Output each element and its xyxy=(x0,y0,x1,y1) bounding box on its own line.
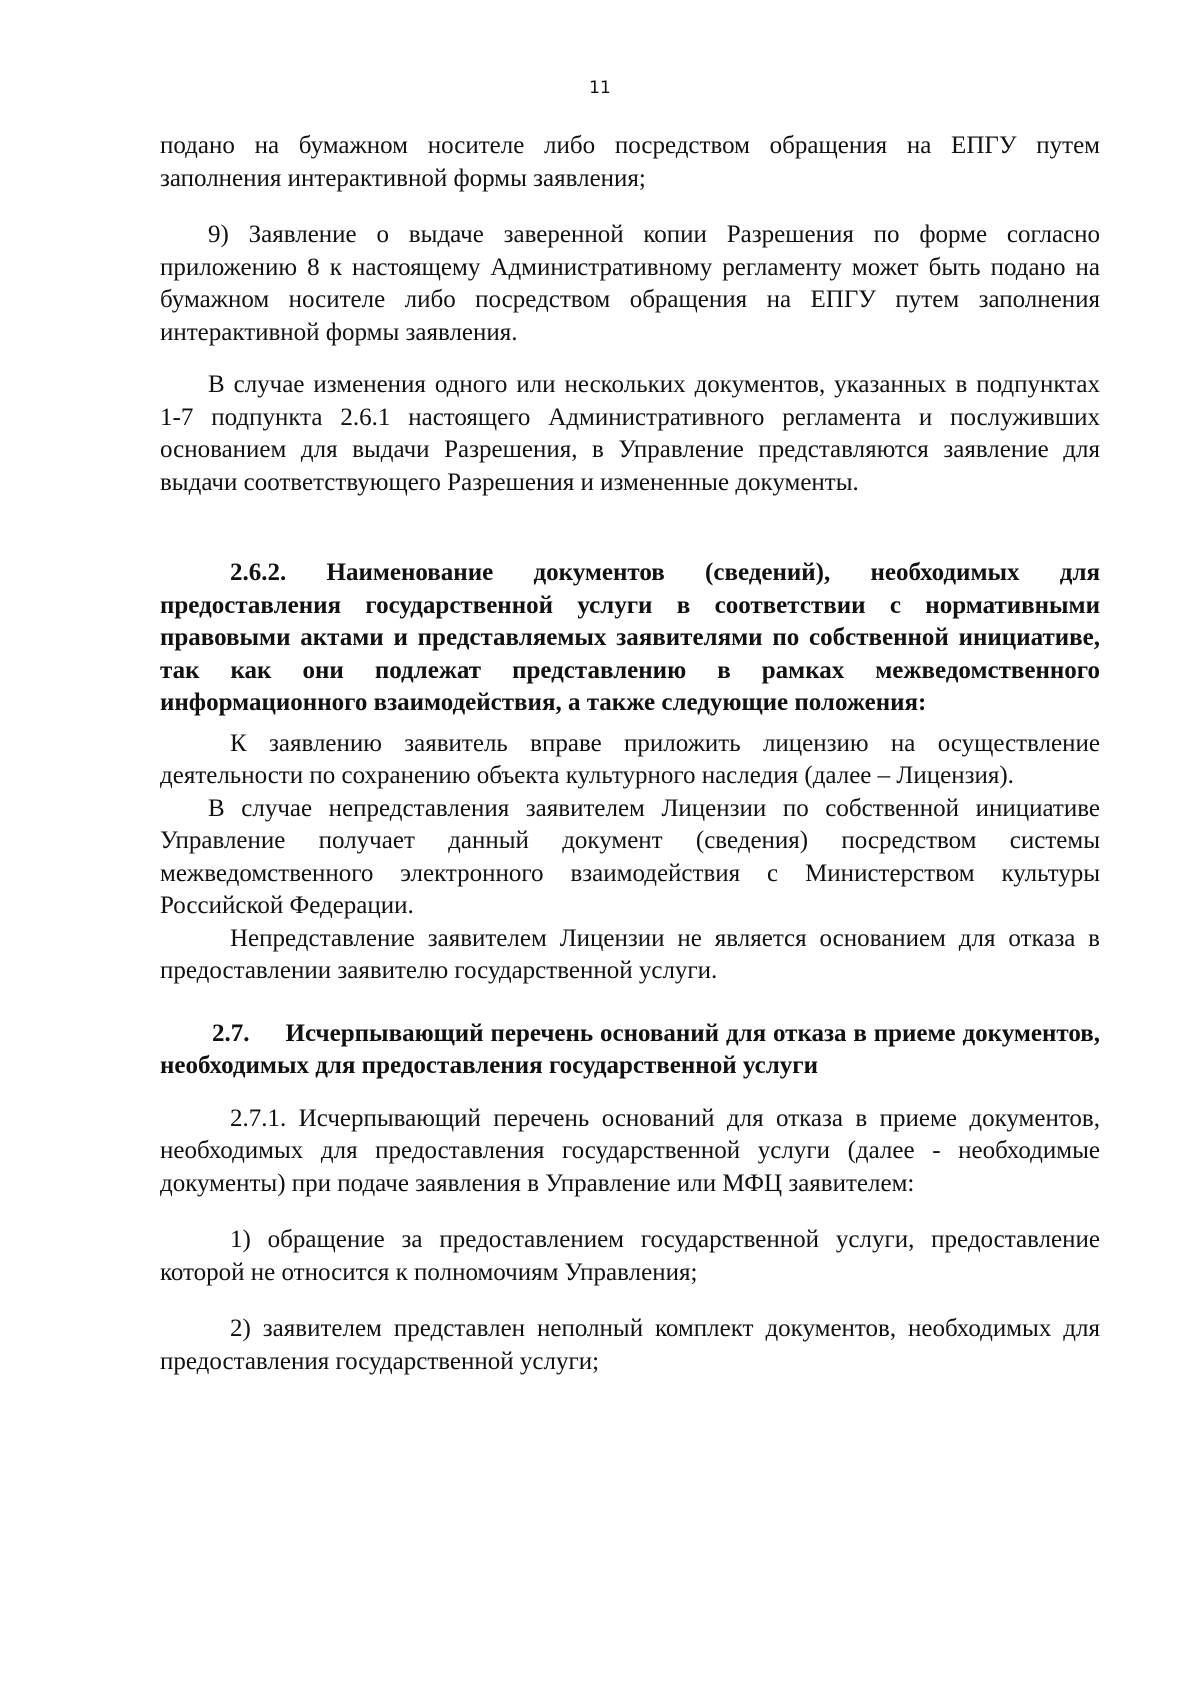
section-number-2-7: 2.7. xyxy=(212,1019,250,1047)
paragraph-item-9: 9) Заявление о выдаче заверенной копии Разрешения по форме согласно приложению 8 к настоящему Административному регламенту может быть подано на бумажном носителе либо посредством обращения на ЕПГУ путем заполнения интерактивной формы заявления. xyxy=(160,221,1100,346)
paragraph-license-not-grounds: Непредставление заявителем Лицензии не является основанием для отказа в предоставлении заявителю государственной услуги. xyxy=(160,924,1100,984)
page-content xyxy=(160,130,1100,1378)
paragraph-license-request: В случае непредставления заявителем Лицензии по собственной инициативе Управление получает данный документ (сведения) посредством системы межведомственного электронного взаимодействия с Министерством культуры Российской Федерации. xyxy=(160,794,1100,919)
list-item-1: 1) обращение за предоставлением государственной услуги, предоставление которой не относится к полномочиям Управления; xyxy=(160,1226,1100,1286)
paragraph-document-changes: В случае изменения одного или нескольких документов, указанных в подпунктах 1-7 подпункта 2.6.1 настоящего Административного регламента и послуживших основанием для выдачи Разрешения, в Управление представляются заявление для выдачи соответствующего Разрешения и измененные документы. xyxy=(160,371,1100,496)
list-item-2: 2) заявителем представлен неполный комплект документов, необходимых для предоставления государственной услуги; xyxy=(160,1315,1100,1375)
page-number: 11 xyxy=(589,78,611,98)
paragraph-2-7-1: 2.7.1. Исчерпывающий перечень оснований для отказа в приеме документов, необходимых для предоставления государственной услуги (далее - необходимые документы) при подаче заявления в Управление или МФЦ заявителем: xyxy=(160,1104,1100,1197)
section-heading-2-7 xyxy=(160,1018,1100,1083)
section-title-2-7: Исчерпывающий перечень оснований для отказа в приеме документов, необходимых для предоставления государственной услуги xyxy=(160,1019,1100,1079)
section-heading-2-6-2: 2.6.2. Наименование документов (сведений), необходимых для предоставления государственной услуги в соответствии с нормативными правовыми актами и представляемых заявителями по собственной инициативе, так как они подлежат представлению в рамках межведомственного информационного взаимодействия, а также следующие положения: xyxy=(160,559,1100,716)
paragraph-continuation: подано на бумажном носителе либо посредством обращения на ЕПГУ путем заполнения интерактивной формы заявления; xyxy=(160,132,1100,192)
paragraph-license: К заявлению заявитель вправе приложить лицензию на осуществление деятельности по сохранению объекта культурного наследия (далее – Лицензия). xyxy=(160,729,1100,789)
